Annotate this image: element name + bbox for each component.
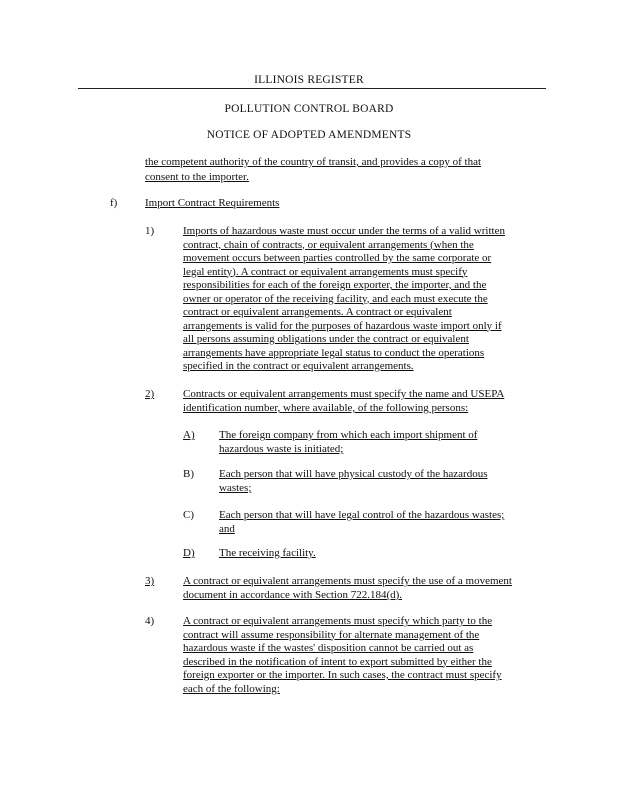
item-1-line: arrangements is valid for the purposes of hazardous waste import only if bbox=[183, 319, 502, 332]
item-4-line: contract will assume responsibility for alternate management of the bbox=[183, 628, 480, 641]
item-1-line: responsibilities for each of the foreign exporter, the importer, and the bbox=[183, 279, 487, 291]
sub-b-line-2: wastes; bbox=[219, 482, 252, 494]
item-1-line: contract or equivalent arrangements. A contract or equivalent bbox=[183, 306, 452, 318]
item-1-label: 1) bbox=[145, 225, 155, 237]
header-rule bbox=[78, 88, 546, 89]
item-1-line: Imports of hazardous waste must occur under the terms of a valid written bbox=[183, 225, 505, 237]
item-4-label: 4) bbox=[145, 615, 155, 627]
item-1-line: owner or operator of the receiving facility, and each must execute the bbox=[183, 292, 488, 305]
item-3-line: A contract or equivalent arrangements must specify the use of a movement bbox=[183, 575, 512, 587]
item-2-line: identification number, where available, of the following persons: bbox=[183, 402, 469, 414]
continuation-line-2: consent to the importer. bbox=[145, 171, 249, 183]
sub-c-label: C) bbox=[183, 509, 194, 521]
continuation-line-1: the competent authority of the country of transit, and provides a copy of that bbox=[145, 156, 482, 168]
item-4-line: foreign exporter or the importer. In such cases, the contract must specify bbox=[183, 669, 502, 681]
sub-d-label: D) bbox=[183, 547, 195, 559]
sub-a-line-2: hazardous waste is initiated; bbox=[219, 443, 344, 455]
item-1-line: specified in the contract or equivalent arrangements. bbox=[183, 360, 414, 372]
item-3-line: document in accordance with Section 722.184(d). bbox=[183, 589, 403, 601]
item-1-line: all persons assuming obligations under the contract or equivalent bbox=[183, 333, 469, 345]
sub-a-line-1: The foreign company from which each import shipment of bbox=[219, 429, 478, 441]
item-3-label: 3) bbox=[145, 575, 155, 587]
item-1-line: movement occurs between parties controlled by the same corporate or bbox=[183, 252, 492, 264]
section-f-label: f) bbox=[110, 197, 118, 209]
sub-c-line-2: and bbox=[219, 523, 235, 535]
item-1-line: legal entity). A contract or equivalent arrangements must specify bbox=[183, 265, 468, 278]
item-1-line: arrangements have appropriate legal status to conduct the operations bbox=[183, 346, 485, 359]
sub-b-line-1: Each person that will have physical custody of the hazardous bbox=[219, 468, 488, 480]
item-4-line: each of the following: bbox=[183, 682, 280, 695]
notice-title: NOTICE OF ADOPTED AMENDMENTS bbox=[206, 129, 412, 141]
item-4-line: hazardous waste if the wastes' disposition cannot be carried out as bbox=[183, 642, 474, 654]
item-4-line: described in the notification of intent to export submitted by either the bbox=[183, 655, 492, 668]
board-title: POLLUTION CONTROL BOARD bbox=[224, 103, 394, 115]
sub-d-line-1: The receiving facility. bbox=[219, 547, 316, 559]
sub-c-line-1: Each person that will have legal control of the hazardous wastes; bbox=[219, 509, 505, 521]
sub-a-label: A) bbox=[183, 429, 195, 441]
item-2-line: Contracts or equivalent arrangements must specify the name and USEPA bbox=[183, 388, 505, 400]
item-2-label: 2) bbox=[145, 388, 155, 400]
item-4-line: A contract or equivalent arrangements must specify which party to the bbox=[183, 615, 493, 627]
register-title: ILLINOIS REGISTER bbox=[254, 74, 364, 86]
item-1-line: contract, chain of contracts, or equivalent arrangements (when the bbox=[183, 238, 474, 251]
section-f-title: Import Contract Requirements bbox=[145, 197, 280, 209]
sub-b-label: B) bbox=[183, 468, 194, 480]
